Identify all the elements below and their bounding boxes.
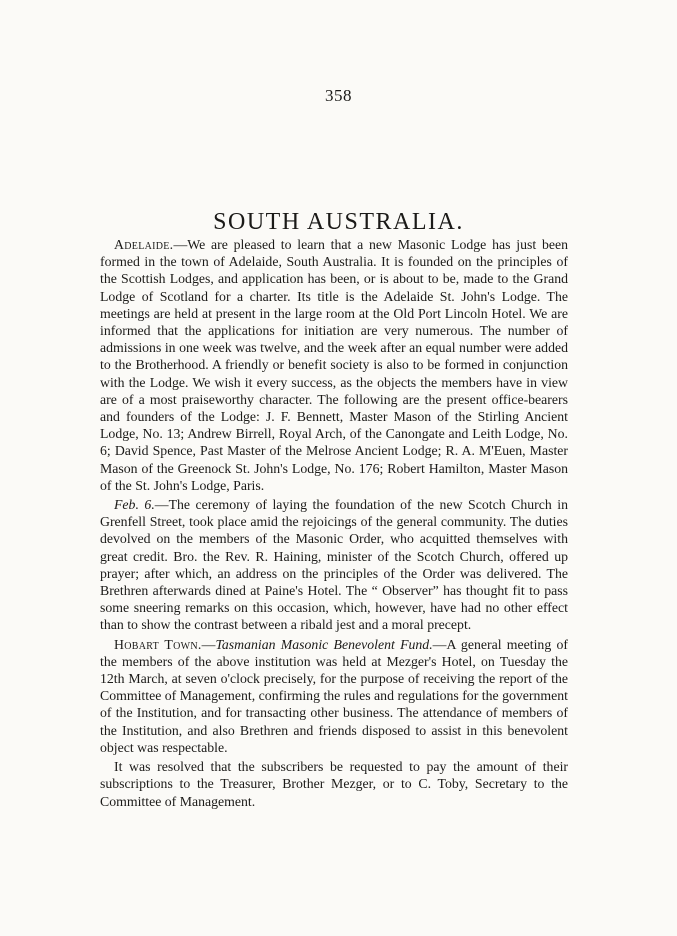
dash: —: [201, 636, 216, 652]
article-body: [100, 236, 568, 812]
paragraph-hobart-town: [100, 636, 568, 756]
page-number: 358: [325, 86, 352, 105]
paragraph-feb-6: [100, 496, 568, 634]
paragraph-text: We are pleased to learn that a new Masonic Lodge has just been formed in the town of Adelaide, South Australia. It is founded on the principles of the Scottish Lodges, and application has been, or is about to be, made to the Grand Lodge of Scotland for a charter. Its title is the Adelaide St. John's Lodge. The meetings are held at present in the large room at the Old Port Lincoln Hotel. We are informed that the applications for initiation are very numerous. The number of admissions in one week was twelve, and the week after an equal number were added to the Brotherhood. A friendly or benefit society is also to be formed in conjunction with the Lodge. We wish it every success, as the objects the members have in view are of a most praiseworthy character. The following are the present office-bearers and founders of the Lodge: J. F. Bennett, Master Mason of the Stirling Ancient Lodge, No. 13; Andrew Birrell, Royal Arch, of the Canongate and Leith Lodge, No. 6; David Spence, Past Master of the Melrose Ancient Lodge; R. A. M'Euen, Master Mason of the Greenock St. John's Lodge, No. 176; Robert Hamilton, Master Mason of the St. John's Lodge, Paris.: [100, 237, 568, 493]
dash: —: [173, 237, 188, 252]
paragraph-text: It was resolved that the subscribers be requested to pay the amount of their subscriptions to the Treasurer, Brother Mezger, or to C. Toby, Secretary to the Committee of Management.: [100, 759, 568, 809]
paragraph-text: —The ceremony of laying the foundation of the new Scotch Church in Grenfell Street, took place amid the rejoicings of the general community. The duties devolved on the members of the Masonic Order, who acquitted themselves with great credit. Bro. the Rev. R. Haining, minister of the Scotch Church, offered up prayer; after which, an address on the principles of the Order was delivered. The Brethren afterwards dined at Paine's Hotel. The “ Observer” has thought fit to pass some sneering remarks on this occasion, which, however, have had no other effect than to show the contrast between a ribald jest and a moral precept.: [100, 497, 568, 633]
section-title: SOUTH AUSTRALIA.: [213, 209, 464, 236]
paragraph-resolution: [100, 758, 568, 810]
paragraph-text: —A general meeting of the members of the above institution was held at Mezger's Hotel, on Tuesday the 12th March, at seven o'clock precisely, for the purpose of receiving the report of the Committee of Management, confirming the rules and regulations for the government of the Institution, and for transacting other business. The attendance of members of the Institution, and also Brethren and friends disposed to assist in this benevolent object was respectable.: [100, 636, 568, 755]
paragraph-adelaide: [100, 236, 568, 494]
place-heading: Hobart Town.: [114, 636, 202, 652]
fund-heading: Tasmanian Masonic Benevolent Fund.: [215, 636, 433, 652]
place-heading: Adelaide.: [114, 237, 174, 252]
date-heading: Feb. 6.: [114, 497, 155, 513]
